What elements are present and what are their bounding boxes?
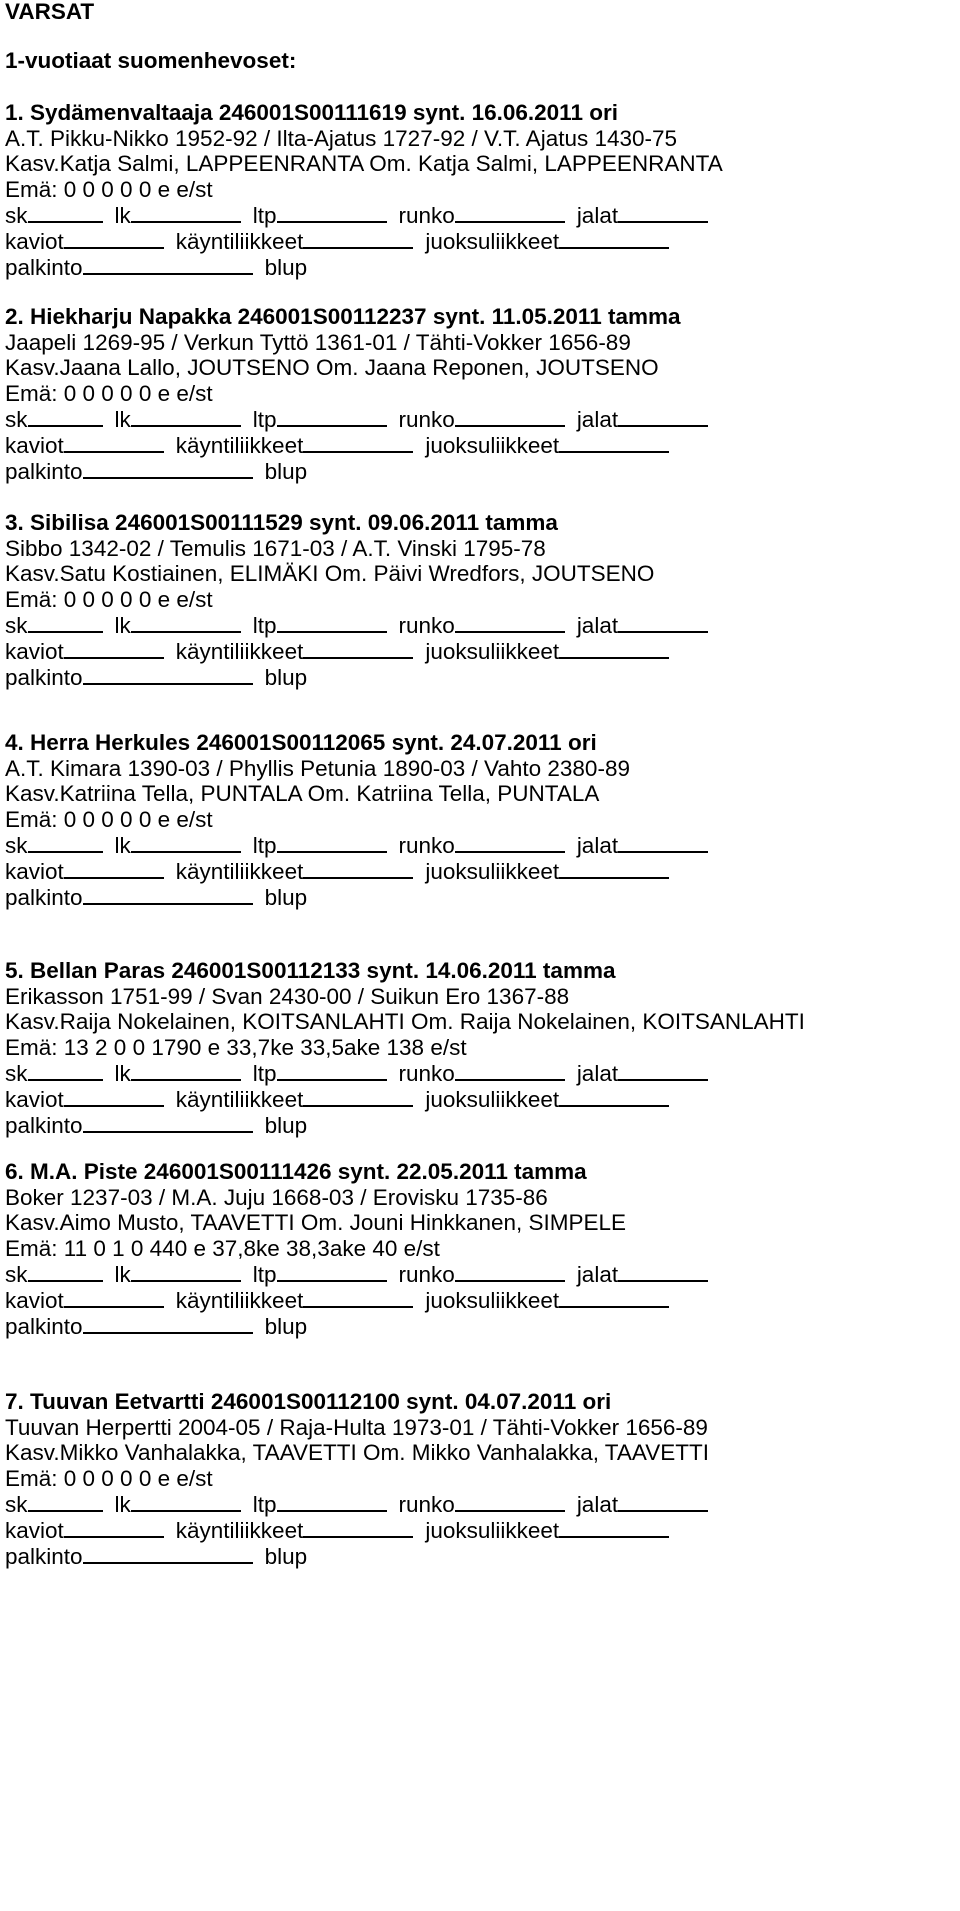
sk-score-blank[interactable] (28, 1059, 103, 1081)
jalat-label: jalat (576, 833, 619, 859)
lk-score-blank[interactable] (131, 1490, 241, 1512)
entry-pedigree: Boker 1237-03 / M.A. Juju 1668-03 / Erovisku 1735-86 (5, 1184, 548, 1210)
entry-pedigree: Jaapeli 1269-95 / Verkun Tyttö 1361-01 / Tähti-Vokker 1656-89 (5, 329, 631, 355)
jalat-score-blank[interactable] (618, 405, 708, 427)
runko-label: runko (398, 1061, 455, 1087)
jalat-label: jalat (576, 1061, 619, 1087)
entry-dam-record: Emä: 0 0 0 0 0 e e/st (5, 1465, 213, 1491)
sk-label: sk (5, 833, 28, 859)
entry-dam-record: Emä: 0 0 0 0 0 e e/st (5, 806, 213, 832)
lk-label: lk (114, 1262, 131, 1288)
score-row (5, 1542, 307, 1570)
entry-heading: 1. Sydämenvaltaaja 246001S00111619 synt. 16.06.2011 ori (5, 100, 618, 125)
runko-score-blank[interactable] (455, 1059, 565, 1081)
palkinto-label: palkinto (5, 664, 83, 690)
entry-pedigree: Erikasson 1751-99 / Svan 2430-00 / Suikun Ero 1367-88 (5, 983, 570, 1009)
juoksuliikkeet-score-blank[interactable] (559, 857, 669, 879)
palkinto-score-blank[interactable] (83, 663, 253, 685)
juoksuliikkeet-score-blank[interactable] (559, 227, 669, 249)
jalat-score-blank[interactable] (618, 1059, 708, 1081)
score-row (5, 1085, 681, 1113)
palkinto-label: palkinto (5, 1543, 83, 1569)
sk-label: sk (5, 407, 28, 433)
ltp-score-blank[interactable] (277, 831, 387, 853)
score-row (5, 831, 720, 859)
ltp-label: ltp (252, 407, 277, 433)
score-row (5, 611, 720, 639)
ltp-label: ltp (252, 1492, 277, 1518)
score-row (5, 405, 720, 433)
runko-label: runko (398, 613, 455, 639)
kaviot-score-blank[interactable] (64, 857, 164, 879)
sk-score-blank[interactable] (28, 405, 103, 427)
jalat-label: jalat (576, 1262, 619, 1288)
ltp-score-blank[interactable] (277, 201, 387, 223)
kaviot-score-blank[interactable] (64, 1516, 164, 1538)
kayntiliikkeet-score-blank[interactable] (303, 857, 413, 879)
jalat-score-blank[interactable] (618, 1490, 708, 1512)
ltp-score-blank[interactable] (277, 611, 387, 633)
kaviot-label: kaviot (5, 1087, 64, 1112)
score-row (5, 227, 681, 255)
kayntiliikkeet-label: käyntiliikkeet (175, 433, 304, 458)
blup-label: blup (264, 458, 308, 484)
entry-breeder-owner: Kasv.Mikko Vanhalakka, TAAVETTI Om. Mikko Vanhalakka, TAAVETTI (5, 1440, 709, 1466)
sk-score-blank[interactable] (28, 611, 103, 633)
kaviot-label: kaviot (5, 1518, 64, 1543)
blup-label: blup (264, 1313, 308, 1339)
entry-heading: 5. Bellan Paras 246001S00112133 synt. 14.06.2011 tamma (5, 958, 616, 983)
kayntiliikkeet-score-blank[interactable] (303, 1085, 413, 1107)
score-row (5, 1059, 720, 1087)
juoksuliikkeet-score-blank[interactable] (559, 637, 669, 659)
palkinto-label: palkinto (5, 884, 83, 910)
entry-heading: 2. Hiekharju Napakka 246001S00112237 synt. 11.05.2011 tamma (5, 304, 681, 329)
lk-score-blank[interactable] (131, 201, 241, 223)
juoksuliikkeet-label: juoksuliikkeet (425, 433, 560, 458)
score-row (5, 1516, 681, 1544)
entry-breeder-owner: Kasv.Aimo Musto, TAAVETTI Om. Jouni Hinkkanen, SIMPELE (5, 1210, 627, 1236)
entry-dam-record: Emä: 0 0 0 0 0 e e/st (5, 380, 213, 406)
ltp-label: ltp (252, 833, 277, 859)
entry-pedigree: Tuuvan Herpertti 2004-05 / Raja-Hulta 1973-01 / Tähti-Vokker 1656-89 (5, 1414, 708, 1440)
section-title: 1-vuotiaat suomenhevoset: (5, 48, 297, 73)
juoksuliikkeet-score-blank[interactable] (559, 1286, 669, 1308)
palkinto-score-blank[interactable] (83, 1542, 253, 1564)
score-row (5, 1490, 720, 1518)
document-title: VARSAT (5, 0, 95, 24)
lk-label: lk (114, 833, 131, 859)
lk-label: lk (114, 1492, 131, 1518)
entry-breeder-owner: Kasv.Katja Salmi, LAPPEENRANTA Om. Katja Salmi, LAPPEENRANTA (5, 151, 723, 177)
palkinto-score-blank[interactable] (83, 253, 253, 275)
score-row (5, 1312, 307, 1340)
palkinto-score-blank[interactable] (83, 1111, 253, 1133)
score-row (5, 431, 681, 459)
juoksuliikkeet-label: juoksuliikkeet (425, 1087, 560, 1112)
entry-dam-record: Emä: 11 0 1 0 440 e 37,8ke 38,3ake 40 e/st (5, 1235, 440, 1261)
lk-score-blank[interactable] (131, 831, 241, 853)
palkinto-label: palkinto (5, 254, 83, 280)
entry-pedigree: Sibbo 1342-02 / Temulis 1671-03 / A.T. Vinski 1795-78 (5, 535, 546, 561)
kayntiliikkeet-score-blank[interactable] (303, 637, 413, 659)
jalat-score-blank[interactable] (618, 1260, 708, 1282)
blup-label: blup (264, 254, 308, 280)
kayntiliikkeet-score-blank[interactable] (303, 1286, 413, 1308)
runko-score-blank[interactable] (455, 405, 565, 427)
kayntiliikkeet-score-blank[interactable] (303, 227, 413, 249)
jalat-score-blank[interactable] (618, 201, 708, 223)
kaviot-score-blank[interactable] (64, 637, 164, 659)
kaviot-label: kaviot (5, 1288, 64, 1313)
juoksuliikkeet-score-blank[interactable] (559, 431, 669, 453)
entry-heading: 4. Herra Herkules 246001S00112065 synt. 24.07.2011 ori (5, 730, 597, 755)
score-row (5, 1286, 681, 1314)
blup-label: blup (264, 1543, 308, 1569)
kaviot-label: kaviot (5, 433, 64, 458)
score-row (5, 663, 307, 691)
sk-label: sk (5, 1262, 28, 1288)
ltp-label: ltp (252, 203, 277, 229)
kaviot-score-blank[interactable] (64, 1085, 164, 1107)
entry-heading: 3. Sibilisa 246001S00111529 synt. 09.06.2011 tamma (5, 510, 558, 535)
runko-label: runko (398, 1492, 455, 1518)
entry-breeder-owner: Kasv.Satu Kostiainen, ELIMÄKI Om. Päivi Wredfors, JOUTSENO (5, 561, 655, 587)
kayntiliikkeet-score-blank[interactable] (303, 431, 413, 453)
score-row (5, 637, 681, 665)
runko-label: runko (398, 407, 455, 433)
kaviot-label: kaviot (5, 639, 64, 664)
lk-label: lk (114, 613, 131, 639)
blup-label: blup (264, 884, 308, 910)
juoksuliikkeet-score-blank[interactable] (559, 1085, 669, 1107)
ltp-score-blank[interactable] (277, 1059, 387, 1081)
ltp-label: ltp (252, 613, 277, 639)
sk-score-blank[interactable] (28, 201, 103, 223)
palkinto-label: palkinto (5, 458, 83, 484)
sk-score-blank[interactable] (28, 1490, 103, 1512)
kayntiliikkeet-label: käyntiliikkeet (175, 229, 304, 254)
kayntiliikkeet-score-blank[interactable] (303, 1516, 413, 1538)
runko-score-blank[interactable] (455, 831, 565, 853)
kayntiliikkeet-label: käyntiliikkeet (175, 1288, 304, 1313)
lk-label: lk (114, 203, 131, 229)
score-row (5, 253, 307, 281)
palkinto-score-blank[interactable] (83, 457, 253, 479)
ltp-label: ltp (252, 1262, 277, 1288)
lk-label: lk (114, 407, 131, 433)
ltp-label: ltp (252, 1061, 277, 1087)
juoksuliikkeet-label: juoksuliikkeet (425, 229, 560, 254)
runko-score-blank[interactable] (455, 201, 565, 223)
kaviot-label: kaviot (5, 859, 64, 884)
score-row (5, 457, 307, 485)
runko-score-blank[interactable] (455, 1490, 565, 1512)
lk-score-blank[interactable] (131, 1059, 241, 1081)
kaviot-label: kaviot (5, 229, 64, 254)
entry-pedigree: A.T. Kimara 1390-03 / Phyllis Petunia 1890-03 / Vahto 2380-89 (5, 755, 630, 781)
lk-score-blank[interactable] (131, 611, 241, 633)
entry-breeder-owner: Kasv.Katriina Tella, PUNTALA Om. Katriina Tella, PUNTALA (5, 781, 600, 807)
score-row (5, 883, 307, 911)
ltp-score-blank[interactable] (277, 1260, 387, 1282)
entry-breeder-owner: Kasv.Raija Nokelainen, KOITSANLAHTI Om. Raija Nokelainen, KOITSANLAHTI (5, 1009, 805, 1035)
ltp-score-blank[interactable] (277, 1490, 387, 1512)
palkinto-label: palkinto (5, 1313, 83, 1339)
sk-label: sk (5, 613, 28, 639)
jalat-score-blank[interactable] (618, 831, 708, 853)
entry-dam-record: Emä: 0 0 0 0 0 e e/st (5, 586, 213, 612)
juoksuliikkeet-label: juoksuliikkeet (425, 1518, 560, 1543)
jalat-label: jalat (576, 203, 619, 229)
sk-label: sk (5, 1492, 28, 1518)
juoksuliikkeet-score-blank[interactable] (559, 1516, 669, 1538)
kayntiliikkeet-label: käyntiliikkeet (175, 1087, 304, 1112)
blup-label: blup (264, 664, 308, 690)
kaviot-score-blank[interactable] (64, 431, 164, 453)
lk-score-blank[interactable] (131, 1260, 241, 1282)
score-row (5, 1111, 307, 1139)
kayntiliikkeet-label: käyntiliikkeet (175, 639, 304, 664)
runko-label: runko (398, 833, 455, 859)
lk-label: lk (114, 1061, 131, 1087)
blup-label: blup (264, 1112, 308, 1138)
palkinto-label: palkinto (5, 1112, 83, 1138)
jalat-label: jalat (576, 407, 619, 433)
kayntiliikkeet-label: käyntiliikkeet (175, 1518, 304, 1543)
score-row (5, 1260, 720, 1288)
score-row (5, 201, 720, 229)
entry-pedigree: A.T. Pikku-Nikko 1952-92 / Ilta-Ajatus 1727-92 / V.T. Ajatus 1430-75 (5, 125, 678, 151)
entry-dam-record: Emä: 13 2 0 0 1790 e 33,7ke 33,5ake 138 e/st (5, 1034, 467, 1060)
kayntiliikkeet-label: käyntiliikkeet (175, 859, 304, 884)
palkinto-score-blank[interactable] (83, 1312, 253, 1334)
runko-label: runko (398, 1262, 455, 1288)
kaviot-score-blank[interactable] (64, 227, 164, 249)
sk-label: sk (5, 1061, 28, 1087)
jalat-score-blank[interactable] (618, 611, 708, 633)
kaviot-score-blank[interactable] (64, 1286, 164, 1308)
runko-score-blank[interactable] (455, 1260, 565, 1282)
entry-heading: 6. M.A. Piste 246001S00111426 synt. 22.05.2011 tamma (5, 1159, 587, 1184)
runko-label: runko (398, 203, 455, 229)
sk-score-blank[interactable] (28, 831, 103, 853)
runko-score-blank[interactable] (455, 611, 565, 633)
ltp-score-blank[interactable] (277, 405, 387, 427)
score-row (5, 857, 681, 885)
sk-label: sk (5, 203, 28, 229)
juoksuliikkeet-label: juoksuliikkeet (425, 859, 560, 884)
lk-score-blank[interactable] (131, 405, 241, 427)
sk-score-blank[interactable] (28, 1260, 103, 1282)
palkinto-score-blank[interactable] (83, 883, 253, 905)
entry-dam-record: Emä: 0 0 0 0 0 e e/st (5, 176, 213, 202)
entry-breeder-owner: Kasv.Jaana Lallo, JOUTSENO Om. Jaana Reponen, JOUTSENO (5, 355, 659, 381)
jalat-label: jalat (576, 1492, 619, 1518)
juoksuliikkeet-label: juoksuliikkeet (425, 1288, 560, 1313)
entry-heading: 7. Tuuvan Eetvartti 246001S00112100 synt. 04.07.2011 ori (5, 1389, 612, 1414)
jalat-label: jalat (576, 613, 619, 639)
juoksuliikkeet-label: juoksuliikkeet (425, 639, 560, 664)
